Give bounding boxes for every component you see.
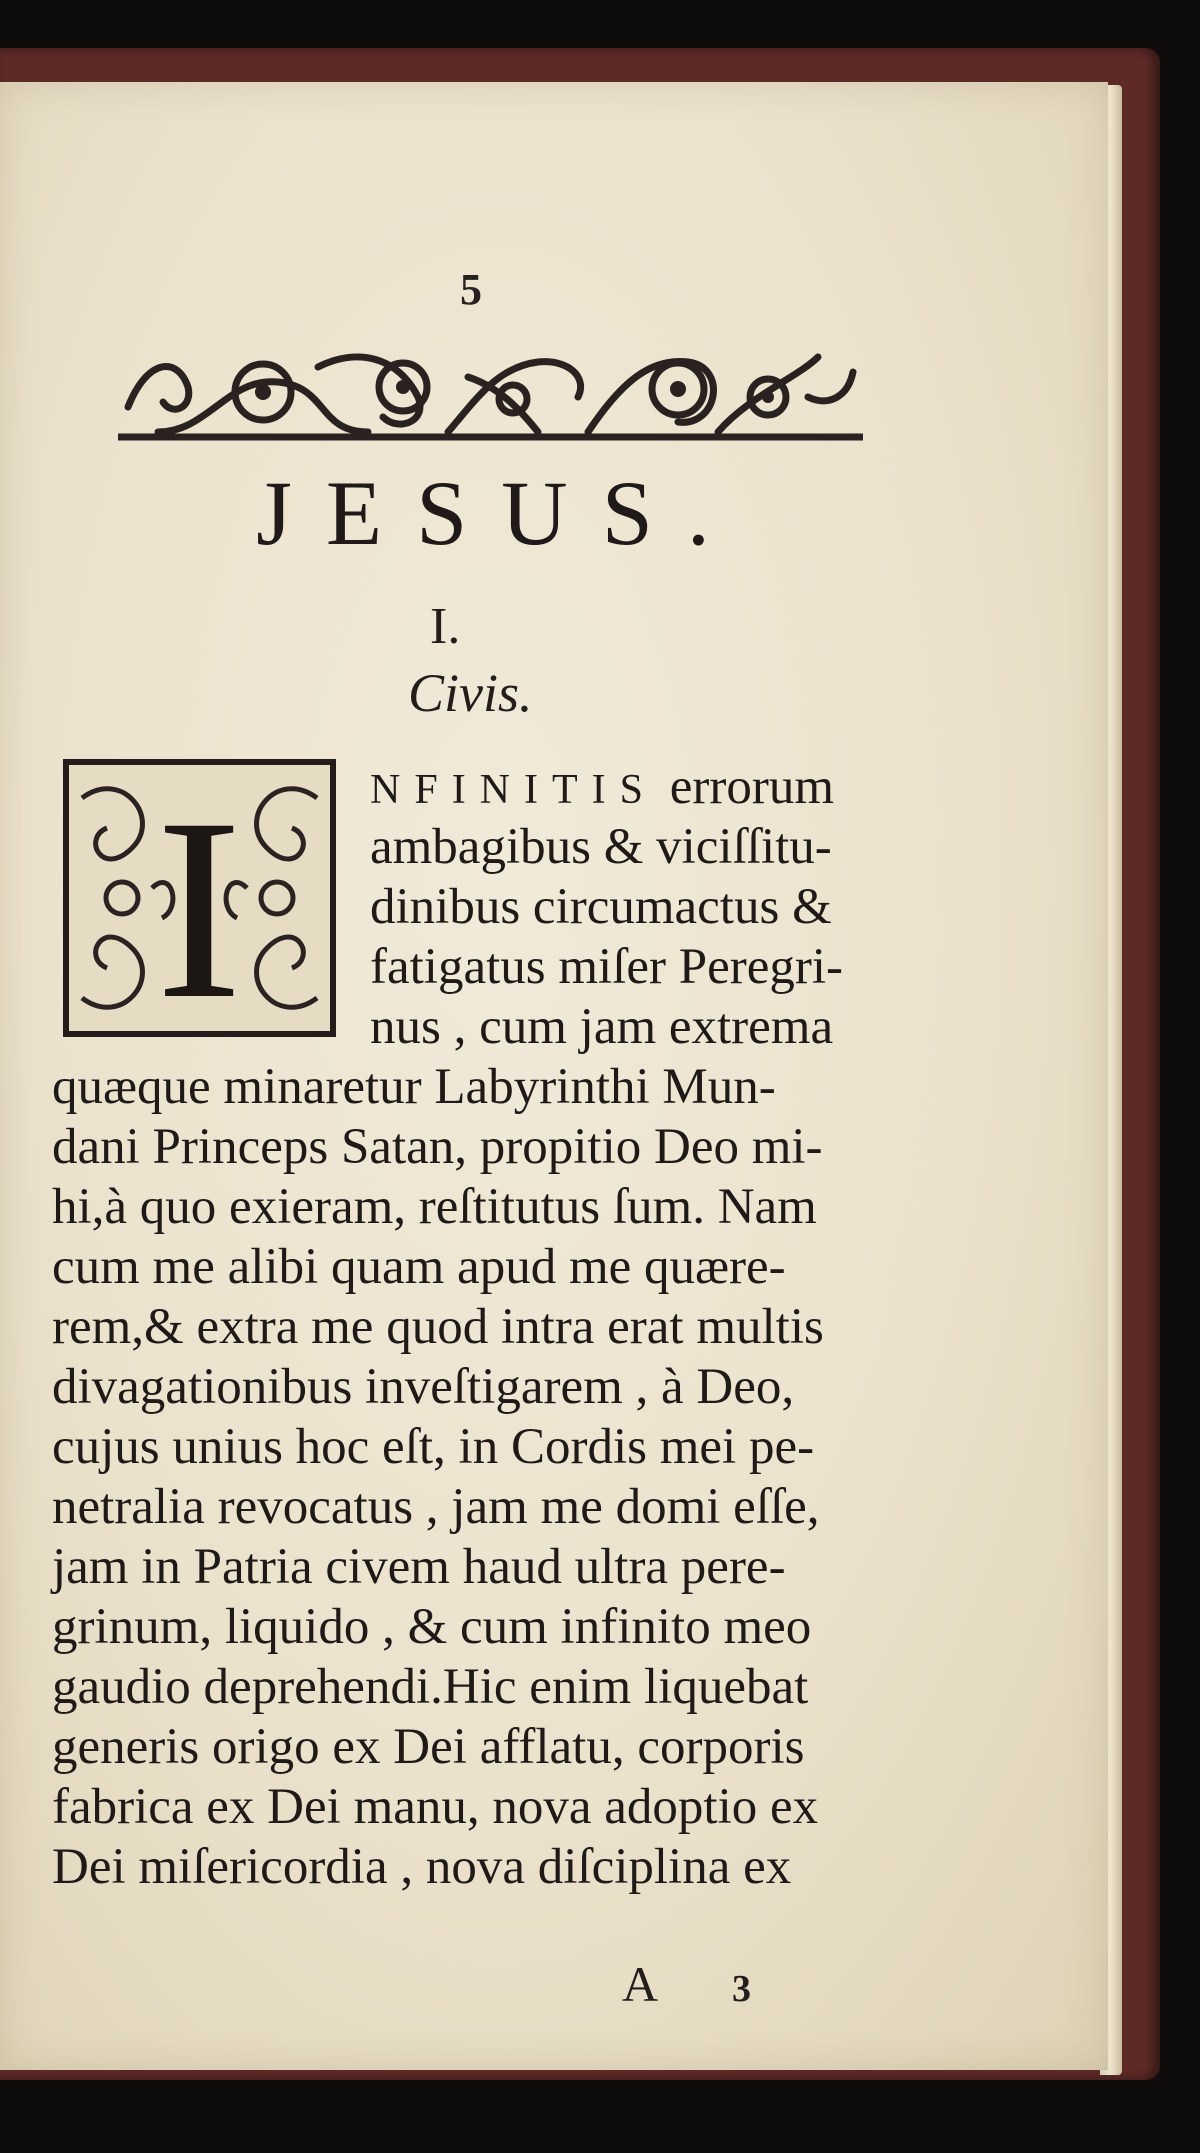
signature-letter: A [622, 1956, 659, 2012]
page-number: 5 [460, 265, 482, 314]
book-page [0, 82, 1108, 2070]
text-line: ambagibus & viciſſitu- [370, 819, 832, 875]
text-line: netralia revocatus , jam me domi eſſe, [52, 1479, 820, 1535]
drop-cap-initial [62, 758, 337, 1038]
drop-cap-letter: I [155, 765, 243, 1038]
text-line: dani Princeps Satan, propitio Deo mi- [52, 1119, 823, 1175]
signature-number: 3 [732, 1968, 751, 2010]
first-line-rest: errorum [669, 759, 835, 815]
text-line: grinum, liquido , & cum infinito meo [52, 1599, 812, 1655]
text-line-first [370, 759, 835, 815]
text-line: fatigatus miſer Peregri- [370, 939, 843, 995]
text-line: dinibus circumactus & [370, 879, 832, 935]
text-line: cujus unius hoc eſt, in Cordis mei pe- [52, 1419, 815, 1475]
text-line: gaudio deprehendi.Hic enim liquebat [52, 1659, 809, 1715]
page-heading: JESUS. [256, 462, 744, 564]
chapter-title: Civis. [408, 663, 533, 723]
chapter-number: I. [430, 598, 461, 655]
text-line: nus , cum jam extrema [370, 999, 834, 1055]
ornament-headpiece-icon [118, 337, 863, 447]
text-line: fabrica ex Dei manu, nova adoptio ex [52, 1779, 819, 1835]
text-line: Dei miſericordia , nova diſciplina ex [52, 1839, 792, 1895]
text-line: cum me alibi quam apud me quære- [52, 1239, 786, 1295]
text-line: hi,à quo exieram, reſtitutus ſum. Nam [52, 1179, 817, 1235]
text-line: divagationibus inveſtigarem , à Deo, [52, 1359, 795, 1415]
text-line: jam in Patria civem haud ultra pere- [52, 1539, 786, 1595]
text-line: generis origo ex Dei afflatu, corporis [52, 1719, 805, 1775]
text-line: rem,& extra me quod intra erat multis [52, 1299, 824, 1355]
first-word-caps: NFINITIS [370, 767, 657, 813]
text-line: quæque minaretur Labyrinthi Mun- [52, 1059, 776, 1115]
